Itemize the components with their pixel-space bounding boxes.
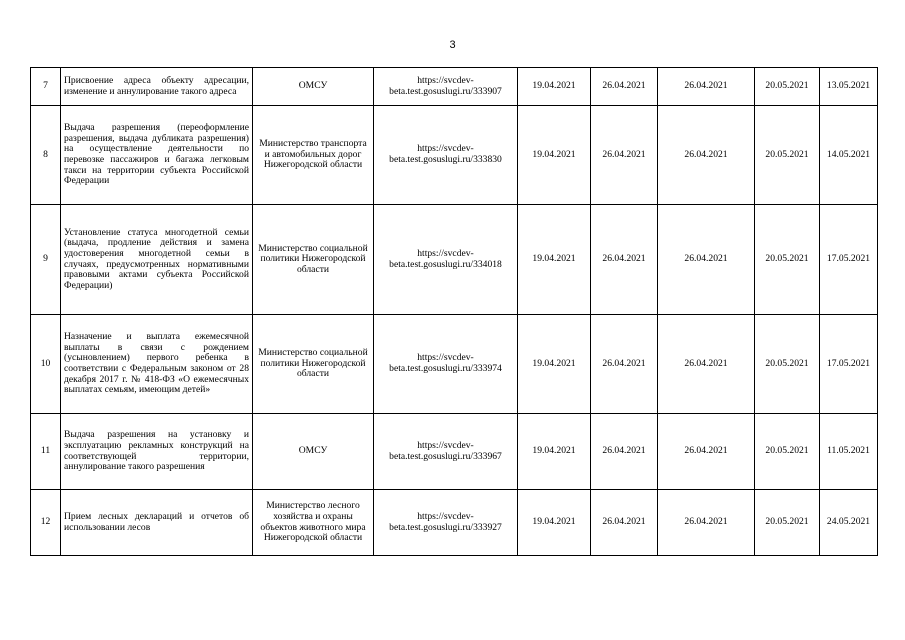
date-1: 19.04.2021 [518,315,591,414]
service-url[interactable]: https://svcdev-beta.test.gosuslugi.ru/333907 [374,68,518,106]
date-2: 26.04.2021 [591,68,658,106]
date-5: 13.05.2021 [820,68,878,106]
date-5: 24.05.2021 [820,490,878,556]
table-row [31,68,878,106]
service-url[interactable]: https://svcdev-beta.test.gosuslugi.ru/333830 [374,106,518,205]
date-4: 20.05.2021 [755,68,820,106]
date-3: 26.04.2021 [658,68,755,106]
row-number: 10 [31,315,61,414]
date-2: 26.04.2021 [591,315,658,414]
date-2: 26.04.2021 [591,490,658,556]
service-name: Назначение и выплата ежемесячной выплаты в связи с рождением (усыновлением) первого ребенка в соответствии с Федеральным законом от 28 декабря 2017 г. № 418-ФЗ «О ежемесячных выплатах семьям, имеющим детей» [61,315,253,414]
table-row [31,490,878,556]
service-name: Присвоение адреса объекту адресации, изменение и аннулирование такого адреса [61,68,253,106]
date-5: 17.05.2021 [820,205,878,315]
date-4: 20.05.2021 [755,106,820,205]
service-name: Выдача разрешения (переоформление разрешения, выдача дубликата разрешения) на осуществление деятельности по перевозке пассажиров и багажа легковым такси на территории субъекта Российской Федерации [61,106,253,205]
date-2: 26.04.2021 [591,106,658,205]
date-3: 26.04.2021 [658,315,755,414]
date-1: 19.04.2021 [518,106,591,205]
department: ОМСУ [253,68,374,106]
department: Министерство транспорта и автомобильных дорог Нижегородской области [253,106,374,205]
row-number: 8 [31,106,61,205]
department: Министерство социальной политики Нижегородской области [253,205,374,315]
table-row [31,205,878,315]
row-number: 7 [31,68,61,106]
date-4: 20.05.2021 [755,490,820,556]
table-row [31,414,878,490]
date-4: 20.05.2021 [755,414,820,490]
date-3: 26.04.2021 [658,490,755,556]
service-url[interactable]: https://svcdev-beta.test.gosuslugi.ru/333974 [374,315,518,414]
row-number: 9 [31,205,61,315]
department: ОМСУ [253,414,374,490]
date-5: 14.05.2021 [820,106,878,205]
table-row [31,315,878,414]
department: Министерство лесного хозяйства и охраны объектов животного мира Нижегородской области [253,490,374,556]
service-url[interactable]: https://svcdev-beta.test.gosuslugi.ru/334018 [374,205,518,315]
date-1: 19.04.2021 [518,68,591,106]
service-name: Установление статуса многодетной семьи (выдача, продление действия и замена удостоверения многодетной семьи в случаях, предусмотренных нормативными правовыми актами субъекта Российской Федерации) [61,205,253,315]
date-3: 26.04.2021 [658,414,755,490]
date-3: 26.04.2021 [658,106,755,205]
row-number: 12 [31,490,61,556]
date-5: 17.05.2021 [820,315,878,414]
date-4: 20.05.2021 [755,315,820,414]
service-name: Выдача разрешения на установку и эксплуатацию рекламных конструкций на соответствующей территории, аннулирование такого разрешения [61,414,253,490]
date-4: 20.05.2021 [755,205,820,315]
services-table [30,67,878,556]
date-2: 26.04.2021 [591,205,658,315]
department: Министерство социальной политики Нижегородской области [253,315,374,414]
date-1: 19.04.2021 [518,490,591,556]
service-url[interactable]: https://svcdev-beta.test.gosuslugi.ru/333967 [374,414,518,490]
service-url[interactable]: https://svcdev-beta.test.gosuslugi.ru/333927 [374,490,518,556]
date-1: 19.04.2021 [518,205,591,315]
row-number: 11 [31,414,61,490]
date-2: 26.04.2021 [591,414,658,490]
date-3: 26.04.2021 [658,205,755,315]
page-number: 3 [449,39,456,51]
table-row [31,106,878,205]
date-5: 11.05.2021 [820,414,878,490]
date-1: 19.04.2021 [518,414,591,490]
service-name: Прием лесных деклараций и отчетов об использовании лесов [61,490,253,556]
